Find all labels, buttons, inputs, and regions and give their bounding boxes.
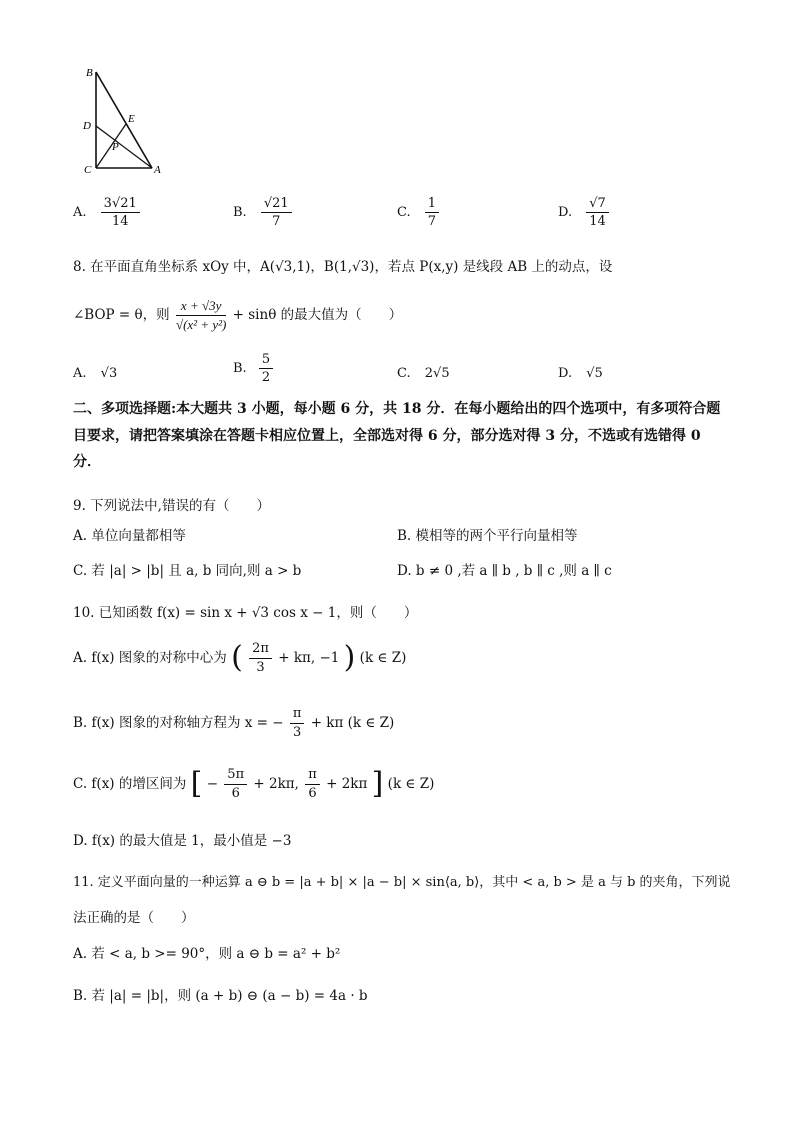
q9-option-b[interactable]: B. 模相等的两个平行向量相等 bbox=[397, 528, 578, 544]
label-E: E bbox=[128, 113, 135, 125]
q10-c-end: + 2kπ bbox=[326, 776, 368, 792]
q8-stem-line1: 8. 在平面直角坐标系 xOy 中，A(√3,1)，B(1,√3)，若点 P(x,y) 是线段 AB 上的动点，设 bbox=[73, 259, 613, 275]
q7-option-c-fraction bbox=[425, 196, 439, 229]
q10-c-numerator-2: π bbox=[305, 767, 320, 785]
q8-option-b-fraction bbox=[259, 352, 273, 385]
label-C: C bbox=[84, 164, 92, 176]
q10-c-denominator-1: 6 bbox=[231, 785, 240, 801]
q8-fraction bbox=[176, 298, 226, 332]
q10-a-tail: (k ∈ Z) bbox=[359, 650, 407, 666]
q7-d-numerator: √7 bbox=[586, 196, 609, 213]
q8-option-c-letter: C. bbox=[397, 366, 411, 381]
label-B: B bbox=[86, 67, 93, 79]
q7-option-b-fraction bbox=[261, 196, 292, 229]
q10-b-numerator: π bbox=[290, 706, 305, 724]
q10-a-denominator: 3 bbox=[256, 659, 265, 675]
q10-c-mid: + 2kπ, bbox=[253, 776, 299, 792]
q10-a-suffix: + kπ, −1 bbox=[278, 650, 340, 666]
q8-b-denominator: 2 bbox=[261, 370, 271, 385]
q10-c-prefix: C. f(x) 的增区间为 bbox=[73, 776, 187, 792]
q7-option-d[interactable] bbox=[558, 196, 611, 229]
q8-option-a-value: √3 bbox=[100, 366, 118, 381]
q8-option-d-letter: D. bbox=[558, 366, 573, 381]
q8-option-b[interactable] bbox=[233, 352, 275, 385]
q7-option-b-letter: B. bbox=[233, 205, 247, 220]
q11-option-b[interactable]: B. 若 |a| = |b|，则 (a + b) ⊖ (a − b) = 4a · b bbox=[73, 988, 368, 1004]
q8-option-a[interactable] bbox=[73, 366, 117, 381]
q11-option-a[interactable]: A. 若 < a, b >= 90°，则 a ⊖ b = a² + b² bbox=[73, 946, 341, 962]
q10-b-suffix: + kπ (k ∈ Z) bbox=[310, 715, 395, 731]
q9-option-a[interactable]: A. 单位向量都相等 bbox=[73, 528, 186, 544]
q7-option-a-letter: A. bbox=[73, 205, 87, 220]
q10-b-fraction bbox=[290, 706, 305, 740]
q7-c-numerator: 1 bbox=[425, 196, 439, 213]
q7-c-denominator: 7 bbox=[427, 214, 437, 229]
q10-c-minus: − bbox=[206, 776, 218, 792]
q9-stem: 9. 下列说法中,错误的有（ ） bbox=[73, 498, 270, 514]
q10-c-tail: (k ∈ Z) bbox=[387, 776, 435, 792]
q10-option-d[interactable]: D. f(x) 的最大值是 1，最小值是 −3 bbox=[73, 833, 292, 849]
q10-c-right-bracket: ] bbox=[371, 766, 384, 802]
q11-stem-line1: 11. 定义平面向量的一种运算 a ⊖ b = |a + b| × |a − b| × sin⟨a, b⟩，其中 < a, b > 是 a 与 b 的夹角，下列说 bbox=[73, 875, 731, 890]
q8-option-c[interactable] bbox=[397, 366, 450, 381]
q7-option-c-letter: C. bbox=[397, 205, 411, 220]
segment-CE bbox=[96, 124, 126, 168]
label-D: D bbox=[83, 120, 91, 132]
q10-option-b[interactable] bbox=[73, 706, 394, 740]
q7-option-a-fraction bbox=[101, 196, 140, 229]
q10-option-c[interactable] bbox=[73, 767, 434, 801]
q7-b-numerator: √21 bbox=[261, 196, 292, 213]
segment-BA bbox=[96, 72, 152, 168]
q7-option-c[interactable] bbox=[397, 196, 441, 229]
q10-a-fraction bbox=[249, 641, 272, 675]
q8-option-d-value: √5 bbox=[586, 366, 603, 381]
section-2-instructions: 二、多项选择题:本大题共 3 小题，每小题 6 分，共 18 分．在每小题给出的四个选项中，有多项符合题目要求，请把答案填涂在答题卡相应位置上，全部选对得 6 分，部分选对得 3 分，不选或有选错得 0 分． bbox=[73, 401, 721, 471]
q7-option-d-fraction bbox=[586, 196, 609, 229]
q7-option-b[interactable] bbox=[233, 196, 294, 229]
q7-option-d-letter: D. bbox=[558, 205, 573, 220]
q8-option-d[interactable] bbox=[558, 366, 603, 381]
triangle-figure bbox=[80, 62, 170, 177]
q7-a-numerator: 3√21 bbox=[101, 196, 140, 213]
q8-fraction-denominator: √(x² + y²) bbox=[175, 316, 227, 332]
q10-option-a[interactable] bbox=[73, 641, 406, 675]
segment-DA bbox=[96, 126, 152, 168]
q8-option-a-letter: A. bbox=[73, 366, 87, 381]
q10-c-denominator-2: 6 bbox=[308, 785, 317, 801]
q8-line2-suffix: + sinθ 的最大值为（ ） bbox=[232, 307, 403, 323]
label-P: P bbox=[112, 141, 119, 153]
q8-option-b-letter: B. bbox=[233, 361, 247, 376]
q11-stem-line2: 法正确的是（ ） bbox=[73, 910, 195, 926]
q8-option-c-value: 2√5 bbox=[424, 366, 450, 381]
q8-b-numerator: 5 bbox=[259, 352, 273, 369]
q10-a-numerator: 2π bbox=[249, 641, 272, 659]
q10-c-fraction-2 bbox=[305, 767, 320, 801]
q10-a-left-paren: ( bbox=[231, 640, 243, 676]
q7-b-denominator: 7 bbox=[272, 214, 281, 229]
q8-stem-line2 bbox=[73, 298, 402, 332]
q10-c-numerator-1: 5π bbox=[224, 767, 247, 785]
q7-d-denominator: 14 bbox=[589, 214, 606, 229]
q7-option-a[interactable] bbox=[73, 196, 142, 229]
q10-stem: 10. 已知函数 f(x) = sin x + √3 cos x − 1，则（ ） bbox=[73, 605, 418, 621]
q8-fraction-numerator: x + √3y bbox=[176, 298, 226, 316]
q10-a-right-paren: ) bbox=[343, 640, 356, 676]
q9-option-c[interactable]: C. 若 |a| > |b| 且 a, b 同向,则 a > b bbox=[73, 563, 302, 579]
q10-b-denominator: 3 bbox=[292, 724, 302, 740]
label-A: A bbox=[154, 164, 161, 176]
q8-line2-prefix: ∠BOP = θ，则 bbox=[73, 307, 170, 323]
q10-c-fraction-1 bbox=[224, 767, 247, 801]
q10-b-prefix: B. f(x) 图象的对称轴方程为 x = − bbox=[73, 715, 284, 731]
q7-a-denominator: 14 bbox=[111, 214, 129, 229]
q10-a-prefix: A. f(x) 图象的对称中心为 bbox=[73, 650, 227, 666]
q10-c-left-bracket: [ bbox=[190, 766, 203, 802]
q9-option-d[interactable]: D. b ≠ 0 ,若 a ∥ b , b ∥ c ,则 a ∥ c bbox=[397, 563, 612, 579]
